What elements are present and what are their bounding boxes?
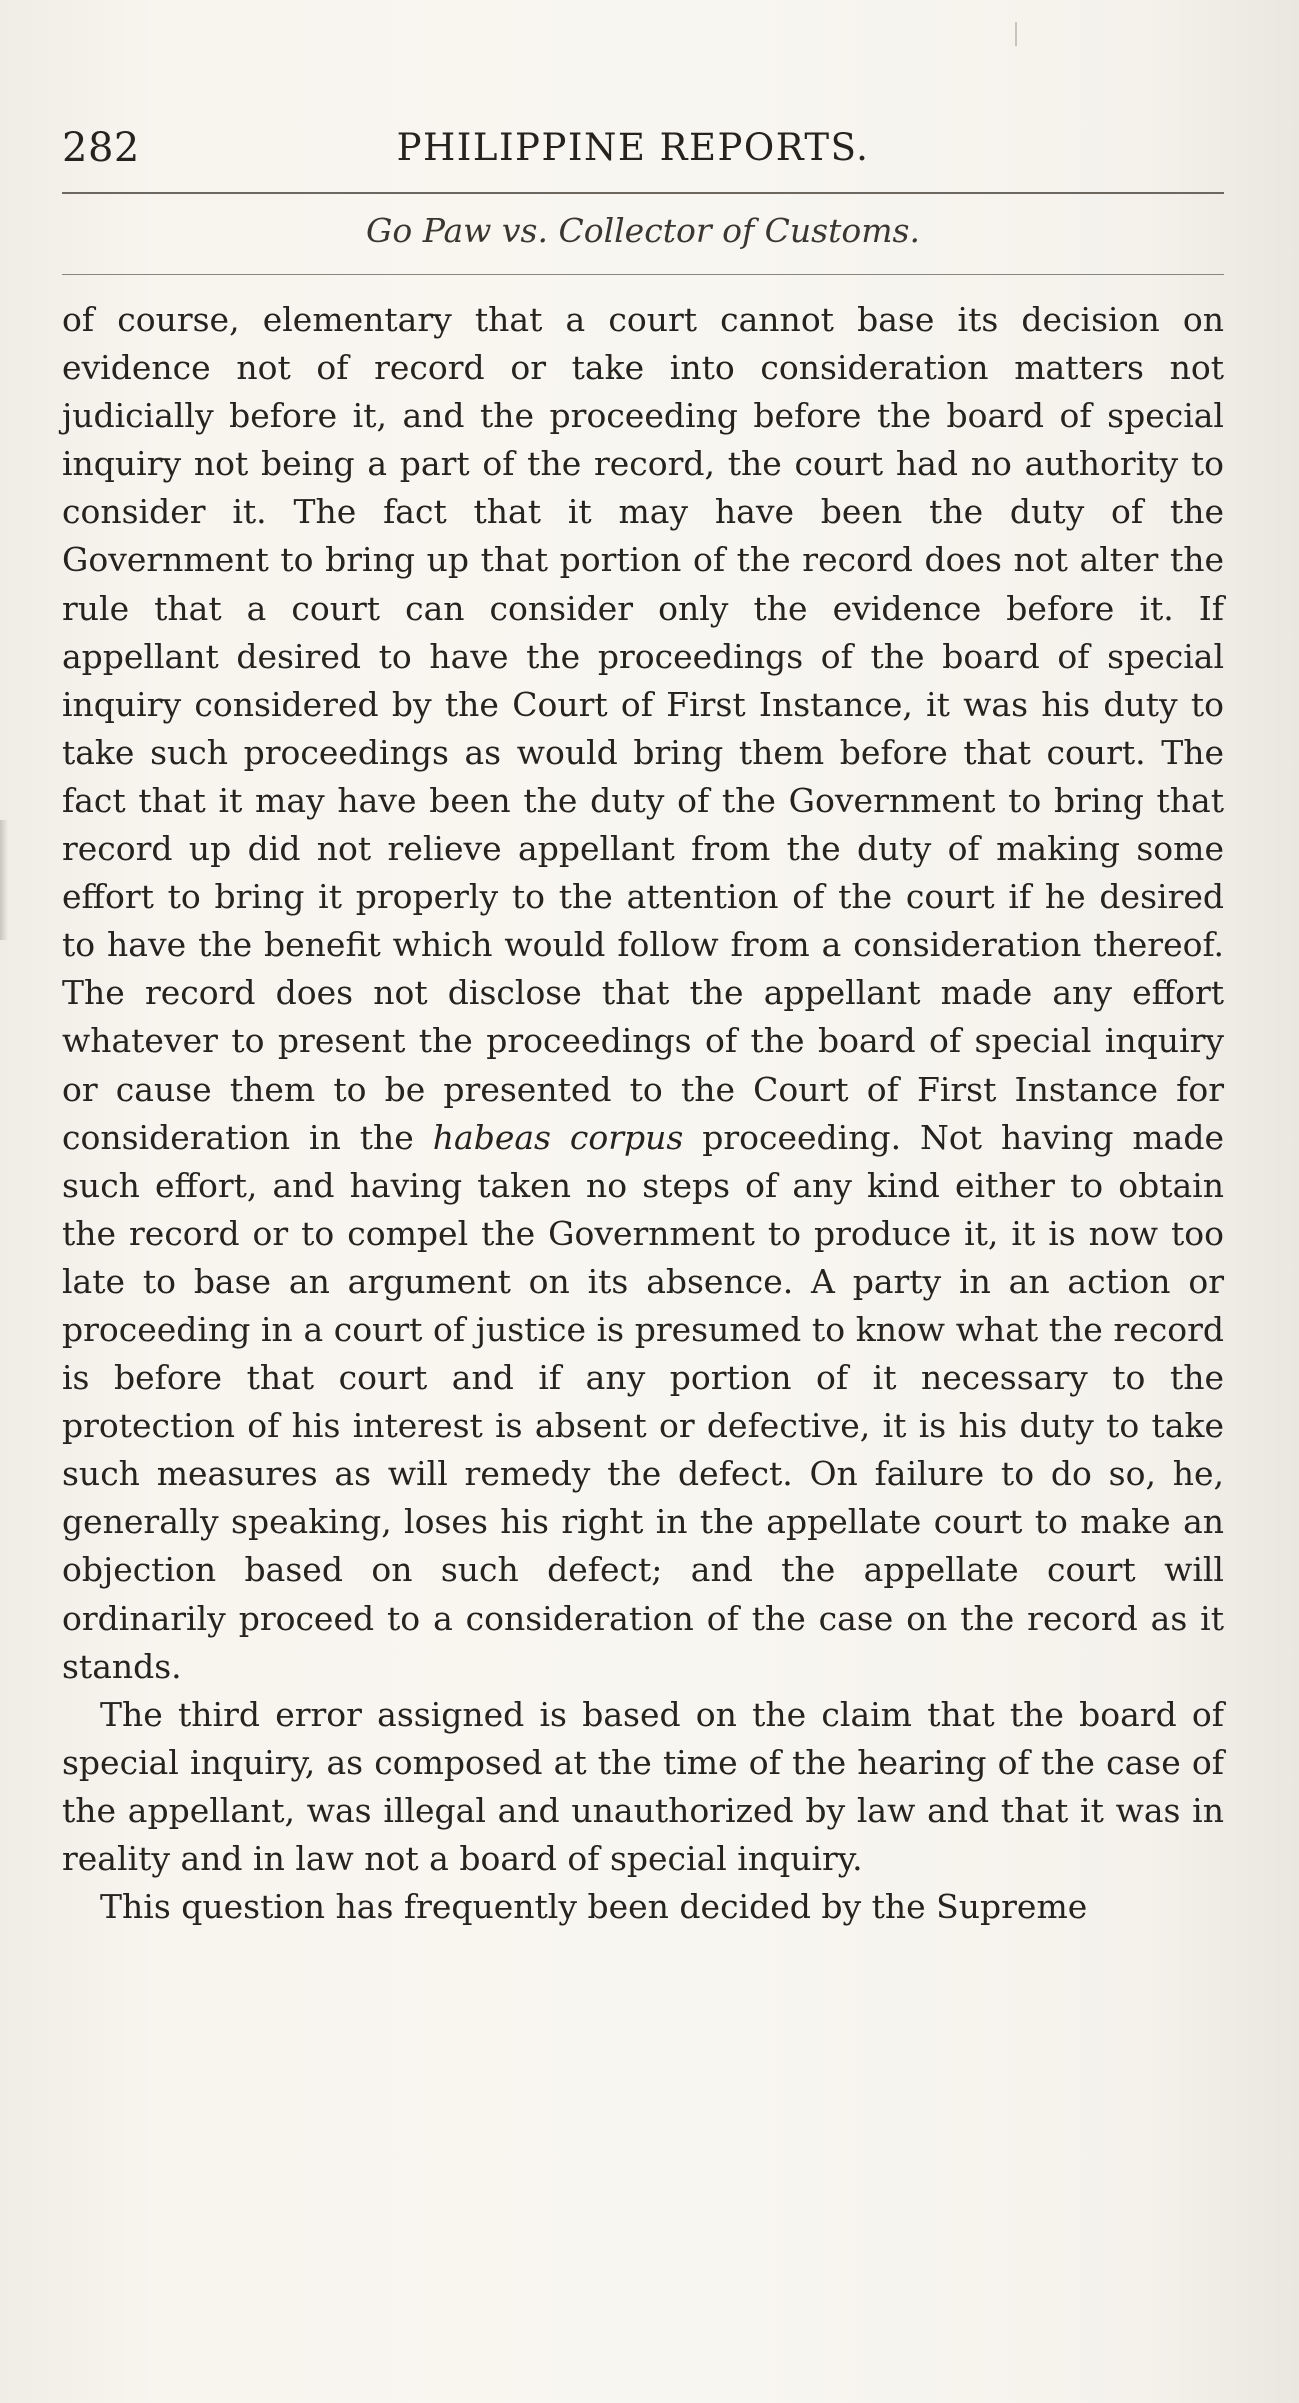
- case-title: Go Paw vs. Collector of Customs.: [366, 211, 920, 250]
- running-head: PHILIPPINE REPORTS.: [396, 126, 870, 169]
- italic-term: habeas corpus: [432, 1117, 684, 1157]
- page-header: [62, 118, 1224, 178]
- page-edge-shadow: [0, 820, 8, 940]
- paragraph-text-part: of course, elementary that a court cannot base its decision on evidence not of record or take into consideration matters not judicially before it, and the proceeding before the board of special inquiry not being a part of the record, the court had no authority to consider it. The fact that it may have been the duty of the Government to bring up that portion of the record does not alter the rule that a court can consider only the evidence before it. If appellant desired to have the proceedings of the board of special inquiry considered by the Court of First Instance, it was his duty to take such proceedings as would bring them before that court. The fact that it may have been the duty of the Government to bring that record up did not relieve appellant from the duty of making some effort to bring it properly to the attention of the court if he desired to have the benefit which would follow from a consideration thereof. The record does not disclose that the appellant made any effort whatever to present the proceedings of the board of special inquiry or cause them to be presented to the Court of First Instance for consideration in the: [62, 300, 1224, 1157]
- case-title-rule: [62, 274, 1224, 275]
- paragraph-third-error: The third error assigned is based on the claim that the board of special inquiry, as composed at the time of the hearing of the case of the appellant, was illegal and unauthorized by law and that it was in reality and in law not a board of special inquiry.: [62, 1694, 1224, 1878]
- page-number: 282: [62, 125, 140, 171]
- paragraph-continued: [62, 296, 1224, 1691]
- paragraph-text-part: proceeding. Not having made such effort, and having taken no steps of any kind either to obtain the record or to compel the Government to produce it, it is now too late to base an argument on its absence. A party in an action or proceeding in a court of justice is presumed to know what the record is before that court and if any portion of it necessary to the protection of his interest is absent or defective, it is his duty to take such measures as will remedy the defect. On failure to do so, he, generally speaking, loses his right in the appellate court to make an objection based on such defect; and the appellate court will ordinarily proceed to a consideration of the case on the record as it stands.: [62, 1117, 1225, 1686]
- paragraph-supreme-court: This question has frequently been decided by the Supreme: [100, 1887, 1088, 1927]
- header-rule: [62, 192, 1224, 194]
- scan-artifact: [1015, 22, 1017, 46]
- body-text: [62, 296, 1224, 1931]
